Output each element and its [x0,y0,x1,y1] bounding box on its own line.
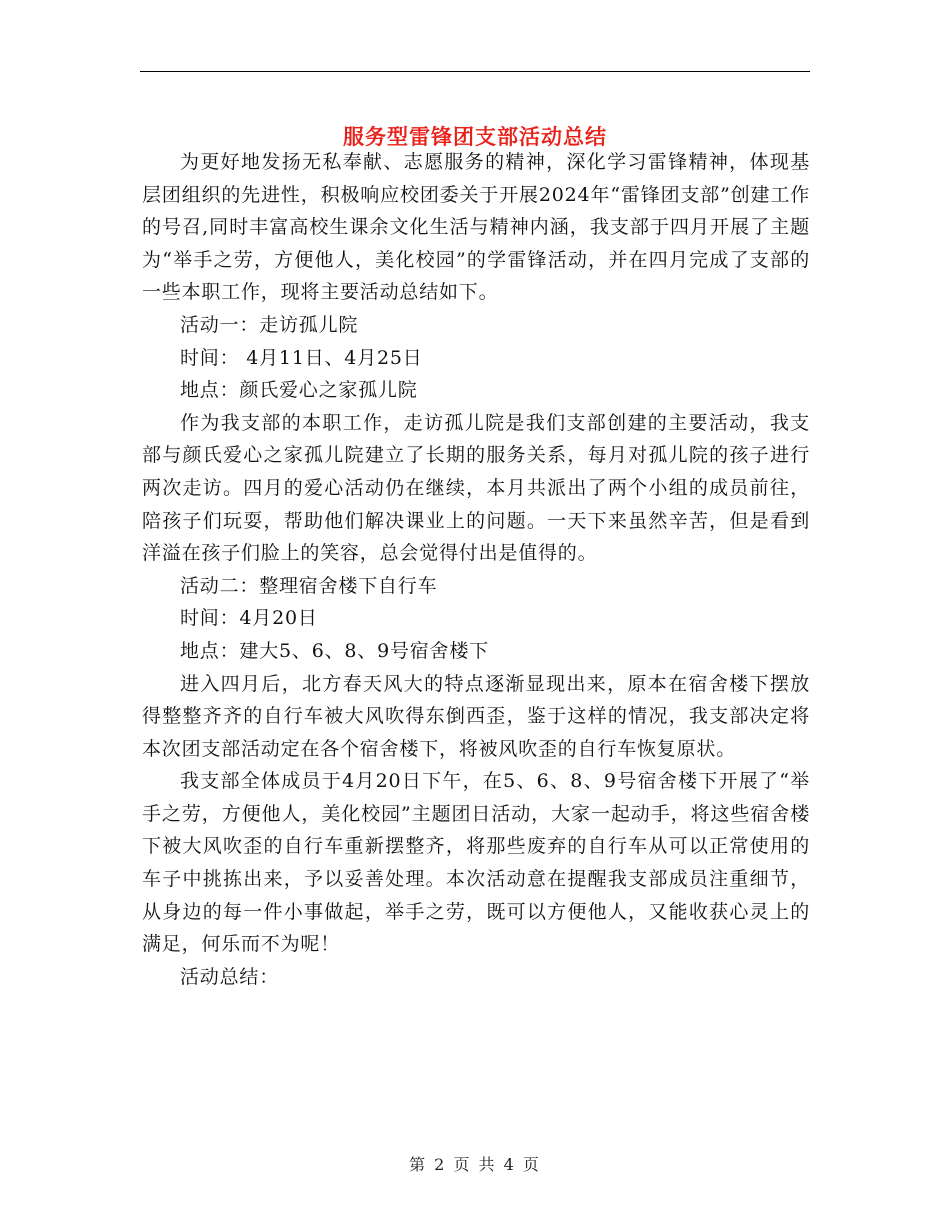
document-body [142,146,810,993]
activity-one-heading: 活动一：走访孤儿院 [180,313,359,336]
activity-two-description: 我支部全体成员于4月20日下午，在5、6、8、9号宿舍楼下开展了“举手之劳，方便他人，美化校园”主题团日活动，大家一起动手，将这些宿舍楼下被大风吹歪的自行车重新摆整齐，将那些废弃的自行车从可以正常使用的车子中挑拣出来，予以妥善处理。本次活动意在提醒我支部成员注重细节，从身边的每一件小事做起，举手之劳，既可以方便他人，又能收获心灵上的满足，何乐而不为呢！ [142,770,810,956]
header-rule [140,71,810,72]
document-title: 服务型雷锋团支部活动总结 [343,124,607,150]
activity-summary-heading: 活动总结： [180,965,280,988]
intro-paragraph: 为更好地发扬无私奉献、志愿服务的精神，深化学习雷锋精神，体现基层团组织的先进性，积极响应校团委关于开展2024年“雷锋团支部”创建工作的号召,同时丰富高校生课余文化生活与精神内涵，我支部于四月开展了主题为“举手之劳，方便他人，美化校园”的学雷锋活动，并在四月完成了支部的一些本职工作，现将主要活动总结如下。 [142,151,810,304]
activity-one-time: 时间： 4月11日、4月25日 [180,346,423,369]
page-indicator: 第 2 页 共 4 页 [409,1155,541,1174]
activity-two-background: 进入四月后，北方春天风大的特点逐渐显现出来，原本在宿舍楼下摆放得整整齐齐的自行车被大风吹得东倒西歪，鉴于这样的情况，我支部决定将本次团支部活动定在各个宿舍楼下，将被风吹歪的自行车恢复原状。 [142,672,810,760]
activity-one-location: 地点：颜氏爱心之家孤儿院 [180,379,418,402]
activity-two-heading: 活动二：整理宿舍楼下自行车 [180,574,438,597]
activity-two-location: 地点：建大5、6、8、9号宿舍楼下 [180,639,489,662]
activity-two-time: 时间：4月20日 [180,607,318,630]
activity-one-description: 作为我支部的本职工作，走访孤儿院是我们支部创建的主要活动，我支部与颜氏爱心之家孤儿院建立了长期的服务关系，每月对孤儿院的孩子进行两次走访。四月的爱心活动仍在继续，本月共派出了两个小组的成员前往，陪孩子们玩耍，帮助他们解决课业上的问题。一天下来虽然辛苦，但是看到洋溢在孩子们脸上的笑容，总会觉得付出是值得的。 [142,411,810,565]
